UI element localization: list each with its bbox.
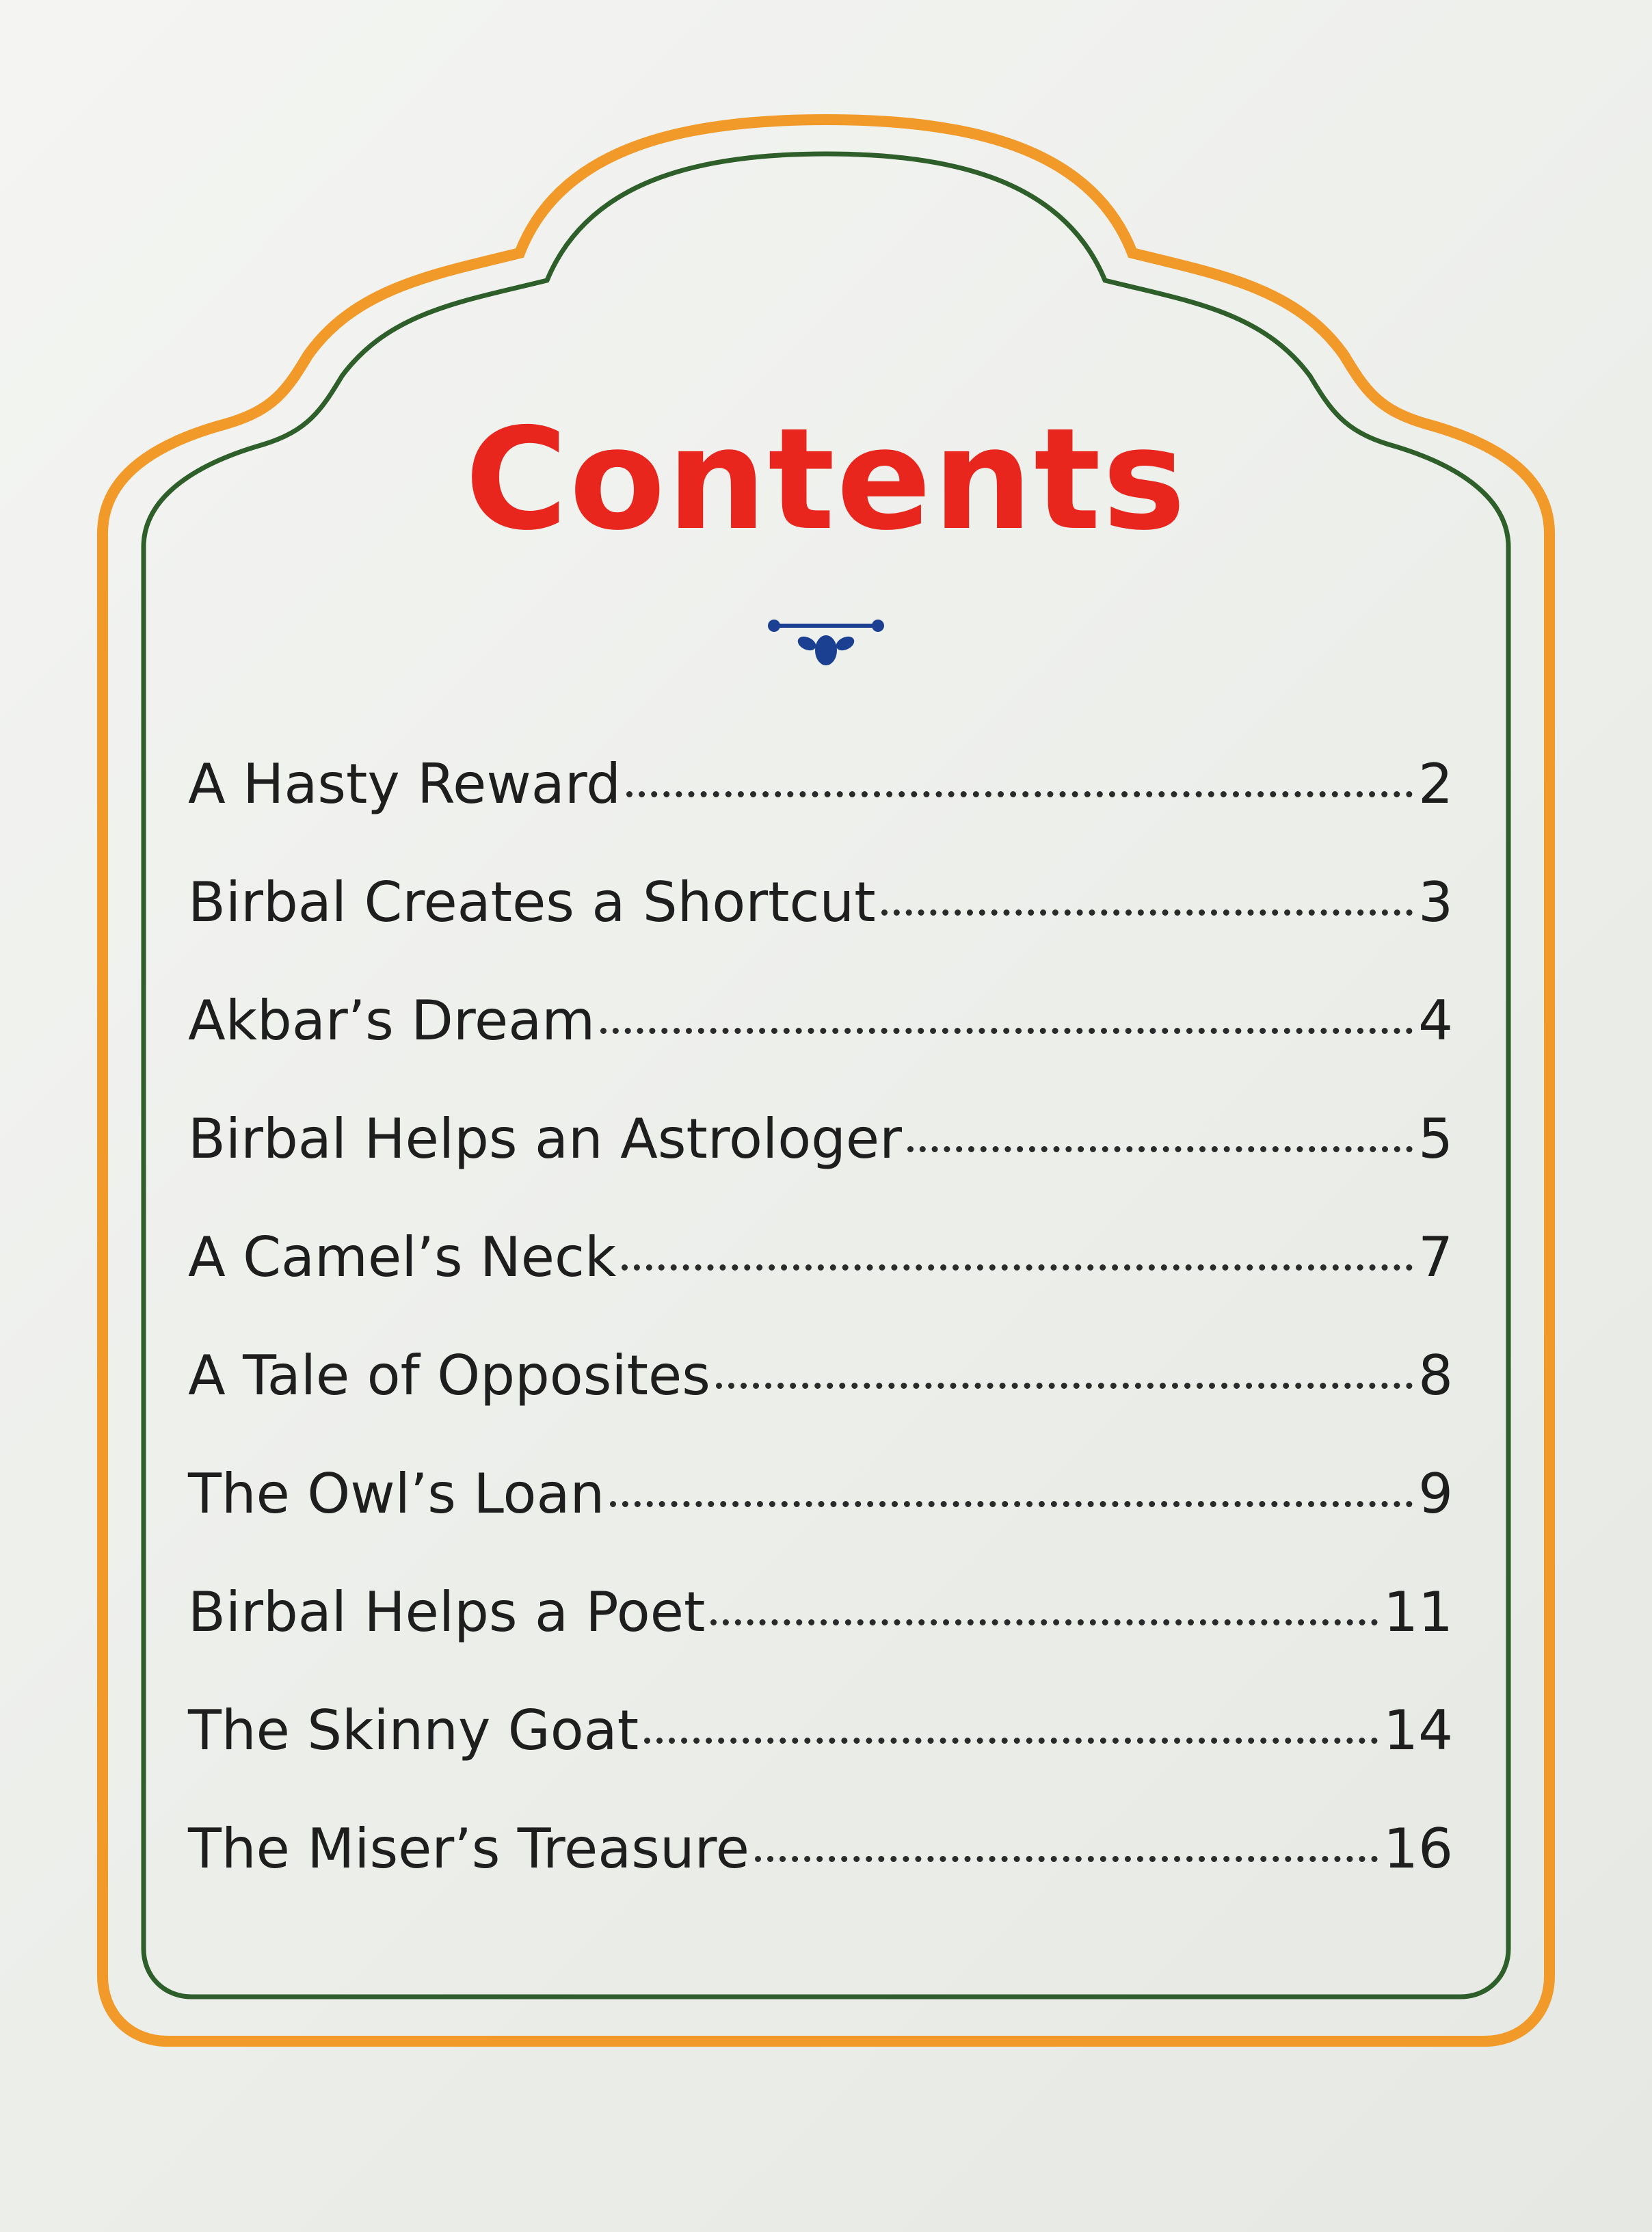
toc-entry[interactable]	[188, 989, 1453, 1107]
toc-entry[interactable]	[188, 1344, 1453, 1462]
page-number: 4	[1418, 989, 1453, 1052]
dot-leader	[610, 1501, 1413, 1507]
page-number: 8	[1418, 1344, 1453, 1407]
toc-entry[interactable]	[188, 1107, 1453, 1225]
dot-leader	[716, 1383, 1413, 1389]
toc-entry[interactable]	[188, 871, 1453, 989]
page-number: 7	[1418, 1225, 1453, 1289]
toc-entry[interactable]	[188, 1225, 1453, 1344]
page-number: 16	[1383, 1817, 1453, 1881]
entry-title: The Miser’s Treasure	[188, 1817, 750, 1881]
fleur-ornament-icon	[764, 611, 888, 679]
entry-title: A Camel’s Neck	[188, 1225, 617, 1289]
entry-title: Akbar’s Dream	[188, 989, 596, 1052]
entry-title: A Tale of Opposites	[188, 1344, 710, 1407]
dot-leader	[622, 1264, 1413, 1271]
entry-title: The Owl’s Loan	[188, 1462, 605, 1526]
toc-entry[interactable]	[188, 1817, 1453, 1935]
toc-entry[interactable]	[188, 1699, 1453, 1817]
page-number: 5	[1418, 1107, 1453, 1171]
dot-leader	[626, 791, 1413, 797]
toc-entry[interactable]	[188, 1462, 1453, 1580]
entry-title: A Hasty Reward	[188, 752, 622, 816]
page-number: 3	[1418, 871, 1453, 934]
dot-leader	[755, 1856, 1378, 1862]
dot-leader	[710, 1619, 1378, 1625]
dot-leader	[881, 909, 1413, 916]
page-number: 2	[1418, 752, 1453, 816]
page-number: 11	[1383, 1580, 1453, 1644]
page-number: 9	[1418, 1462, 1453, 1526]
entry-title: The Skinny Goat	[188, 1699, 639, 1762]
entry-title: Birbal Helps a Poet	[188, 1580, 706, 1644]
page-title: Contents	[464, 399, 1188, 561]
dot-leader	[600, 1028, 1413, 1034]
dot-leader	[644, 1738, 1378, 1744]
page-number: 14	[1383, 1699, 1453, 1762]
toc-entry[interactable]	[188, 1580, 1453, 1699]
toc-entry[interactable]	[188, 752, 1453, 871]
table-of-contents	[188, 752, 1453, 1935]
dot-leader	[907, 1146, 1413, 1152]
entry-title: Birbal Creates a Shortcut	[188, 871, 876, 934]
entry-title: Birbal Helps an Astrologer	[188, 1107, 903, 1171]
